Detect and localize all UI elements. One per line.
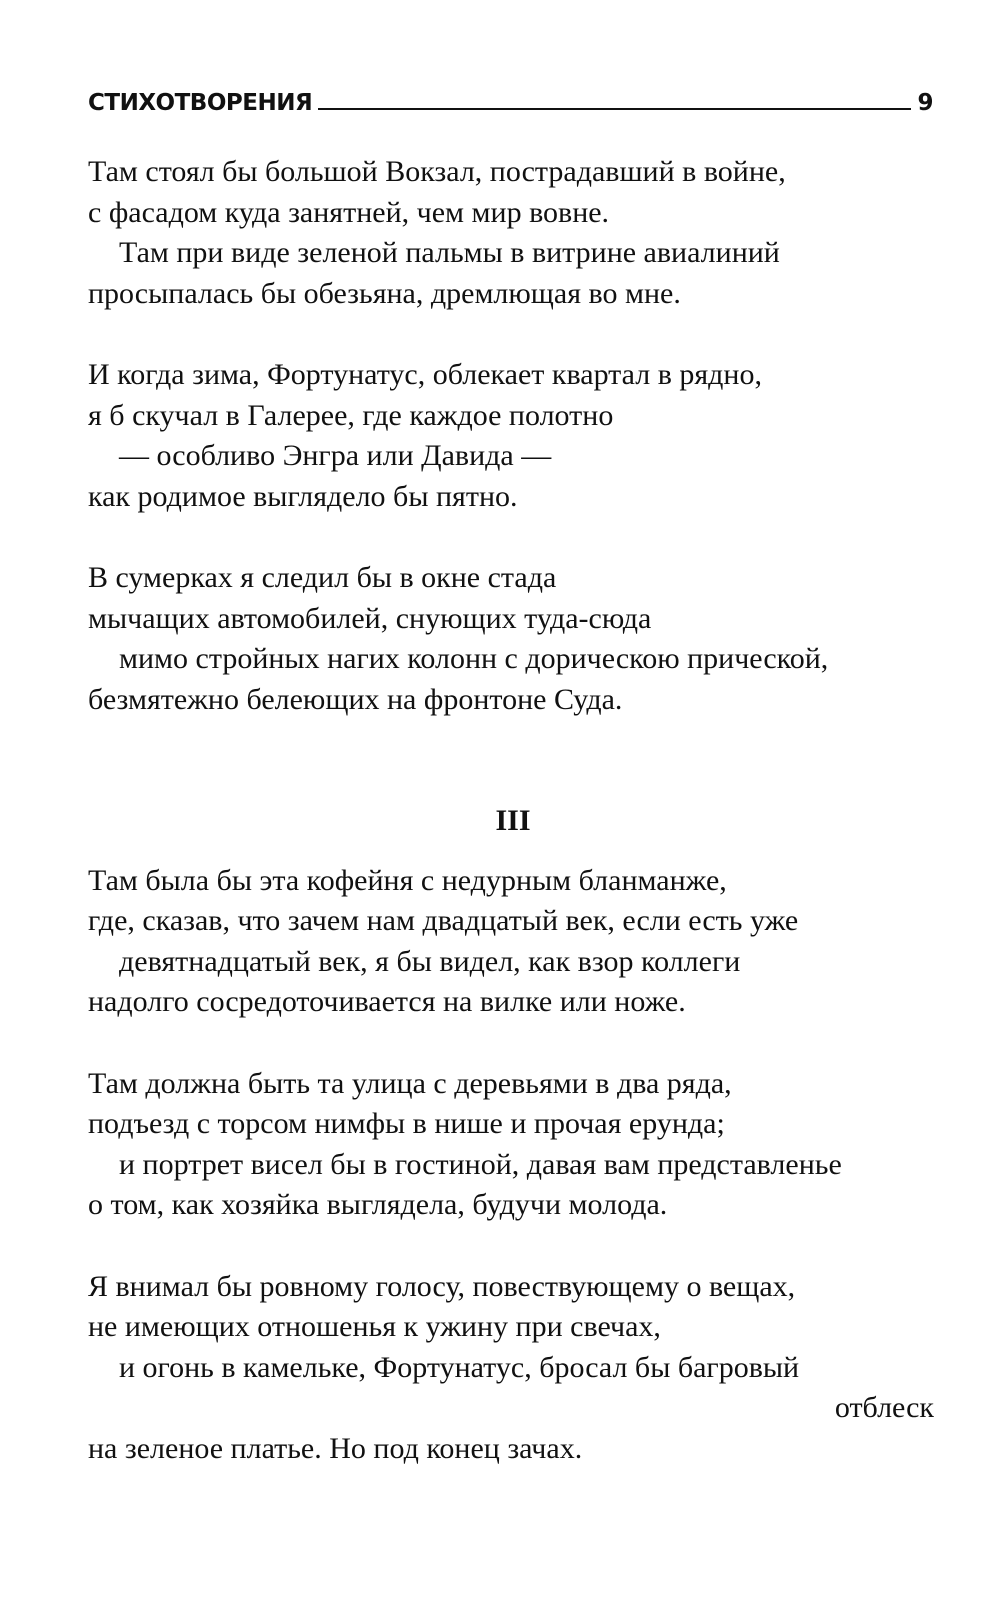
stanza — [88, 1267, 938, 1470]
page-number: 9 — [917, 90, 933, 116]
running-header — [88, 82, 933, 116]
stanza — [88, 558, 938, 720]
verse-line: и огонь в камельке, Фортунатус, бросал бы багровый — [119, 1350, 800, 1384]
verse-line: не имеющих отношенья к ужину при свечах, — [88, 1310, 661, 1343]
section-number: III — [495, 804, 531, 837]
verse-line: надолго сосредоточивается на вилке или ноже. — [88, 985, 686, 1018]
verse-line: подъезд с торсом нимфы в нише и прочая ерунда; — [88, 1107, 725, 1140]
stanza — [88, 152, 938, 314]
verse-line-runover: отблеск — [834, 1391, 934, 1424]
running-title: СТИХОТВОРЕНИЯ — [88, 90, 313, 116]
poem-body — [88, 152, 938, 1469]
verse-line: мычащих автомобилей, снующих туда-сюда — [88, 601, 652, 635]
verse-line: И когда зима, Фортунатус, облекает квартал в рядно, — [88, 358, 762, 391]
stanza — [88, 1064, 938, 1226]
verse-line: просыпалась бы обезьяна, дремлющая во мне. — [88, 276, 681, 310]
verse-line: как родимое выглядело бы пятно. — [88, 479, 518, 513]
verse-line: Там должна быть та улица с деревьями в два ряда, — [88, 1066, 732, 1100]
stanza — [88, 861, 938, 1023]
verse-line: девятнадцатый век, я бы видел, как взор коллеги — [119, 944, 741, 978]
verse-line: где, сказав, что зачем нам двадцатый век, если есть уже — [88, 904, 799, 937]
verse-line: В сумерках я следил бы в окне стада — [88, 561, 557, 594]
verse-line: мимо стройных нагих колонн с дорическою прической, — [119, 642, 829, 675]
stanza — [88, 355, 938, 517]
verse-line: Я внимал бы ровному голосу, повествующему о вещах, — [88, 1269, 796, 1303]
verse-line: с фасадом куда занятней, чем мир вовне. — [88, 195, 610, 229]
verse-line: — особливо Энгра или Давида — — [119, 439, 552, 472]
verse-line: о том, как хозяйка выглядела, будучи молода. — [88, 1188, 668, 1221]
verse-line: я б скучал в Галерее, где каждое полотно — [88, 398, 614, 432]
verse-line: Там была бы эта кофейня с недурным бланманже, — [88, 863, 727, 897]
header-rule — [318, 108, 911, 110]
verse-line: Там стоял бы большой Вокзал, пострадавший в войне, — [88, 155, 786, 188]
verse-line: и портрет висел бы в гостиной, давая вам представленье — [119, 1147, 842, 1181]
verse-line: на зеленое платье. Но под конец зачах. — [88, 1431, 583, 1465]
verse-line: Там при виде зеленой пальмы в витрине авиалиний — [119, 236, 780, 269]
verse-line: безмятежно белеющих на фронтоне Суда. — [88, 682, 623, 716]
